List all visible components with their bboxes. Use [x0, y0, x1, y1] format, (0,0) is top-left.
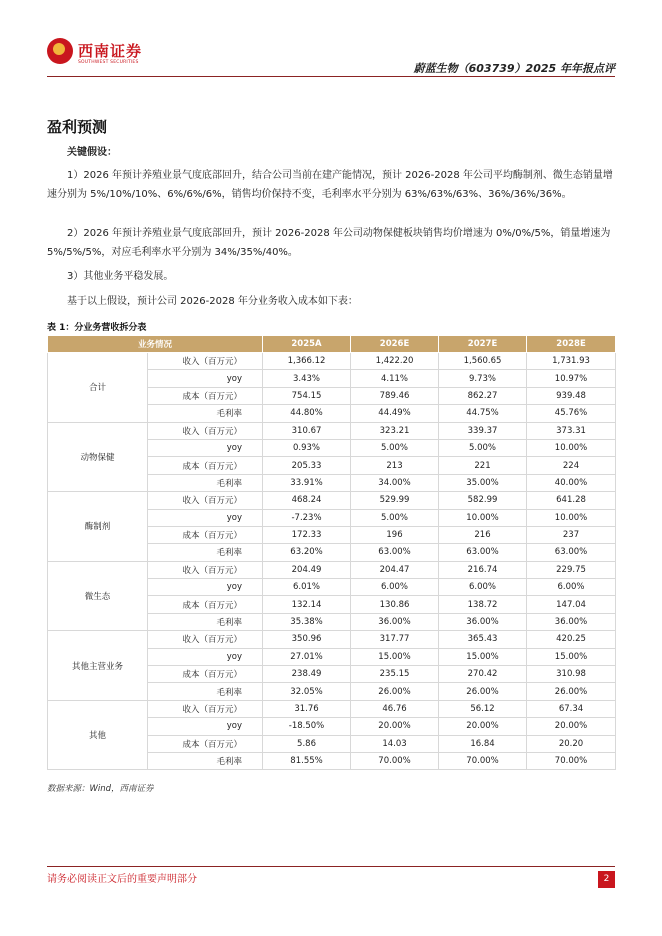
value-cell: 5.00% — [351, 509, 439, 526]
value-cell: 365.43 — [439, 631, 527, 648]
value-cell: 3.43% — [263, 370, 351, 387]
value-cell: 10.00% — [527, 439, 616, 456]
footer-divider — [47, 866, 615, 867]
metric-label-cell: 毛利率 — [148, 613, 263, 630]
segment-name-cell: 合计 — [48, 353, 148, 423]
value-cell: 35.00% — [439, 474, 527, 491]
segment-revenue-table — [47, 335, 616, 770]
value-cell: 10.97% — [527, 370, 616, 387]
metric-label-cell: yoy — [148, 718, 263, 735]
value-cell: 529.99 — [351, 492, 439, 509]
value-cell: 70.00% — [527, 752, 616, 769]
table-row — [48, 561, 616, 578]
value-cell: 26.00% — [351, 683, 439, 700]
value-cell: 468.24 — [263, 492, 351, 509]
value-cell: 1,731.93 — [527, 353, 616, 370]
value-cell: 20.00% — [351, 718, 439, 735]
metric-label-cell: 收入（百万元） — [148, 492, 263, 509]
value-cell: 5.00% — [351, 439, 439, 456]
metric-label-cell: 毛利率 — [148, 544, 263, 561]
value-cell: 221 — [439, 457, 527, 474]
value-cell: 70.00% — [439, 752, 527, 769]
header-cell: 2027E — [439, 336, 527, 353]
table-caption: 表 1：分业务营收拆分表 — [47, 323, 147, 333]
table-row — [48, 422, 616, 439]
value-cell: 44.80% — [263, 405, 351, 422]
value-cell: 339.37 — [439, 422, 527, 439]
metric-label-cell: 毛利率 — [148, 405, 263, 422]
value-cell: 31.76 — [263, 700, 351, 717]
company-logo — [47, 38, 167, 70]
value-cell: 26.00% — [527, 683, 616, 700]
report-title: 蔚蓝生物（603739）2025 年年报点评 — [413, 62, 615, 75]
value-cell: 1,366.12 — [263, 353, 351, 370]
value-cell: 4.11% — [351, 370, 439, 387]
metric-label-cell: yoy — [148, 579, 263, 596]
value-cell: 44.49% — [351, 405, 439, 422]
value-cell: 20.00% — [439, 718, 527, 735]
value-cell: 147.04 — [527, 596, 616, 613]
value-cell: 6.00% — [439, 579, 527, 596]
metric-label-cell: 成本（百万元） — [148, 387, 263, 404]
header-divider — [47, 76, 615, 77]
value-cell: 16.84 — [439, 735, 527, 752]
value-cell: 216 — [439, 526, 527, 543]
value-cell: 1,422.20 — [351, 353, 439, 370]
value-cell: 46.76 — [351, 700, 439, 717]
header-cell: 业务情况 — [48, 336, 263, 353]
segment-name-cell: 其他主营业务 — [48, 631, 148, 701]
value-cell: 317.77 — [351, 631, 439, 648]
value-cell: 754.15 — [263, 387, 351, 404]
footer-disclaimer: 请务必阅读正文后的重要声明部分 — [47, 874, 197, 885]
value-cell: 40.00% — [527, 474, 616, 491]
value-cell: 323.21 — [351, 422, 439, 439]
value-cell: 5.86 — [263, 735, 351, 752]
logo-emblem-icon — [47, 38, 73, 64]
value-cell: 32.05% — [263, 683, 351, 700]
value-cell: 862.27 — [439, 387, 527, 404]
value-cell: 63.00% — [351, 544, 439, 561]
metric-label-cell: 成本（百万元） — [148, 457, 263, 474]
value-cell: 15.00% — [527, 648, 616, 665]
table-row — [48, 631, 616, 648]
page-number: 2 — [598, 871, 615, 888]
value-cell: 6.00% — [527, 579, 616, 596]
value-cell: 373.31 — [527, 422, 616, 439]
value-cell: 56.12 — [439, 700, 527, 717]
segment-name-cell: 其他 — [48, 700, 148, 770]
value-cell: 15.00% — [351, 648, 439, 665]
value-cell: 34.00% — [351, 474, 439, 491]
value-cell: 204.49 — [263, 561, 351, 578]
metric-label-cell: 成本（百万元） — [148, 735, 263, 752]
paragraph-1: 1）2026 年预计养殖业景气度底部回升，结合公司当前在建产能情况，预计 2026-2028 年公司平均酶制剂、微生态销量增速分别为 5%/10%/10%、6%/6%/6%，销售均价保持不变，毛利率水平分别为 63%/63%/63%、36%/36%/36%。 — [47, 170, 613, 200]
value-cell: 789.46 — [351, 387, 439, 404]
section-title: 盈利预测 — [47, 118, 108, 136]
value-cell: 582.99 — [439, 492, 527, 509]
metric-label-cell: 收入（百万元） — [148, 700, 263, 717]
value-cell: 15.00% — [439, 648, 527, 665]
value-cell: 9.73% — [439, 370, 527, 387]
metric-label-cell: yoy — [148, 439, 263, 456]
table-row — [48, 700, 616, 717]
table-header-row — [48, 336, 616, 353]
header-cell: 2028E — [527, 336, 616, 353]
data-source: 数据来源：Wind，西南证券 — [47, 784, 154, 794]
value-cell: 235.15 — [351, 666, 439, 683]
key-assumptions-label: 关键假设： — [67, 147, 117, 158]
metric-label-cell: 成本（百万元） — [148, 666, 263, 683]
header-cell: 2025A — [263, 336, 351, 353]
value-cell: 310.98 — [527, 666, 616, 683]
value-cell: 14.03 — [351, 735, 439, 752]
value-cell: 81.55% — [263, 752, 351, 769]
value-cell: 420.25 — [527, 631, 616, 648]
value-cell: 238.49 — [263, 666, 351, 683]
paragraph-3: 3）其他业务平稳发展。 — [67, 271, 174, 282]
table-row — [48, 353, 616, 370]
value-cell: 204.47 — [351, 561, 439, 578]
table-row — [48, 492, 616, 509]
value-cell: 138.72 — [439, 596, 527, 613]
value-cell: 205.33 — [263, 457, 351, 474]
value-cell: 6.01% — [263, 579, 351, 596]
value-cell: 63.00% — [527, 544, 616, 561]
value-cell: 172.33 — [263, 526, 351, 543]
value-cell: 132.14 — [263, 596, 351, 613]
value-cell: 229.75 — [527, 561, 616, 578]
metric-label-cell: 成本（百万元） — [148, 526, 263, 543]
value-cell: 26.00% — [439, 683, 527, 700]
value-cell: 641.28 — [527, 492, 616, 509]
value-cell: 213 — [351, 457, 439, 474]
value-cell: 196 — [351, 526, 439, 543]
page-header — [0, 0, 662, 76]
value-cell: 270.42 — [439, 666, 527, 683]
value-cell: 27.01% — [263, 648, 351, 665]
header-cell: 2026E — [351, 336, 439, 353]
value-cell: 939.48 — [527, 387, 616, 404]
value-cell: 45.76% — [527, 405, 616, 422]
value-cell: 130.86 — [351, 596, 439, 613]
value-cell: 20.00% — [527, 718, 616, 735]
value-cell: 6.00% — [351, 579, 439, 596]
paragraph-4: 基于以上假设，预计公司 2026-2028 年分业务收入成本如下表： — [67, 296, 358, 307]
value-cell: 10.00% — [439, 509, 527, 526]
metric-label-cell: yoy — [148, 648, 263, 665]
value-cell: 63.20% — [263, 544, 351, 561]
value-cell: 33.91% — [263, 474, 351, 491]
value-cell: 70.00% — [351, 752, 439, 769]
value-cell: -18.50% — [263, 718, 351, 735]
metric-label-cell: yoy — [148, 370, 263, 387]
value-cell: 5.00% — [439, 439, 527, 456]
value-cell: 36.00% — [439, 613, 527, 630]
metric-label-cell: 毛利率 — [148, 683, 263, 700]
value-cell: 20.20 — [527, 735, 616, 752]
metric-label-cell: 毛利率 — [148, 752, 263, 769]
value-cell: 36.00% — [351, 613, 439, 630]
value-cell: 36.00% — [527, 613, 616, 630]
logo-chinese-name: 西南证券 — [78, 42, 143, 60]
value-cell: 44.75% — [439, 405, 527, 422]
metric-label-cell: 成本（百万元） — [148, 596, 263, 613]
value-cell: 67.34 — [527, 700, 616, 717]
metric-label-cell: 毛利率 — [148, 474, 263, 491]
metric-label-cell: 收入（百万元） — [148, 353, 263, 370]
metric-label-cell: yoy — [148, 509, 263, 526]
value-cell: 237 — [527, 526, 616, 543]
metric-label-cell: 收入（百万元） — [148, 561, 263, 578]
segment-name-cell: 动物保健 — [48, 422, 148, 492]
logo-english-name: SOUTHWEST SECURITIES — [78, 60, 139, 65]
value-cell: -7.23% — [263, 509, 351, 526]
value-cell: 0.93% — [263, 439, 351, 456]
paragraph-2: 2）2026 年预计养殖业景气度底部回升，预计 2026-2028 年公司动物保健板块销售均价增速为 0%/0%/5%，销量增速为 5%/5%/5%，对应毛利率水平分别为 34%/35%/40%。 — [47, 228, 611, 258]
value-cell: 35.38% — [263, 613, 351, 630]
segment-name-cell: 酶制剂 — [48, 492, 148, 562]
metric-label-cell: 收入（百万元） — [148, 631, 263, 648]
value-cell: 1,560.65 — [439, 353, 527, 370]
value-cell: 10.00% — [527, 509, 616, 526]
value-cell: 310.67 — [263, 422, 351, 439]
segment-name-cell: 微生态 — [48, 561, 148, 631]
value-cell: 216.74 — [439, 561, 527, 578]
value-cell: 63.00% — [439, 544, 527, 561]
value-cell: 350.96 — [263, 631, 351, 648]
value-cell: 224 — [527, 457, 616, 474]
metric-label-cell: 收入（百万元） — [148, 422, 263, 439]
